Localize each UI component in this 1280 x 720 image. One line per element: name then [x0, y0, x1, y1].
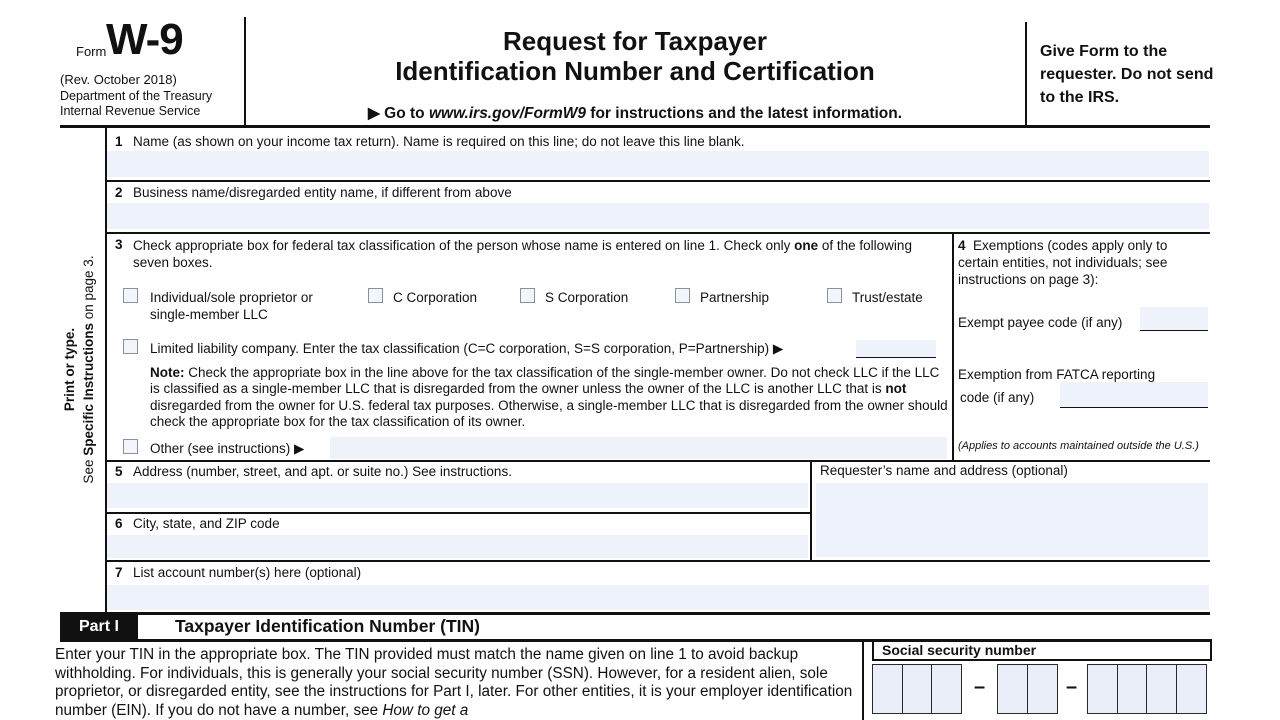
row-divider-3-5: [105, 460, 1210, 462]
ssn-cell[interactable]: [872, 664, 903, 714]
line7-label: List account number(s) here (optional): [133, 565, 362, 580]
checkbox-other-label: Other (see instructions) ▶: [150, 441, 305, 456]
ssn-group-number: [997, 664, 1058, 714]
form-title-line2: Identification Number and Certification: [395, 56, 875, 86]
ssn-cell[interactable]: [1176, 664, 1207, 714]
arrow-icon: ▶ Go to: [367, 105, 429, 122]
checkbox-trust-estate-label: Trust/estate: [852, 290, 923, 305]
irs-url-link[interactable]: www.irs.gov/FormW9: [428, 105, 586, 122]
fatca-code-input[interactable]: [1060, 382, 1208, 408]
applies-outside-us-note: (Applies to accounts maintained outside the U.S.): [958, 440, 1199, 452]
form-number: W-9: [106, 15, 183, 64]
print-or-type-note: [60, 127, 104, 612]
line3-number: 3: [115, 237, 123, 252]
print-or-type-line: Print or type.: [62, 327, 77, 412]
treasury-label: Department of the Treasury: [60, 89, 213, 103]
name-input[interactable]: [107, 151, 1209, 177]
col-divider-requester: [810, 460, 812, 560]
form-revision: (Rev. October 2018): [60, 72, 177, 87]
ssn-cell[interactable]: [902, 664, 933, 714]
checkbox-partnership-label: Partnership: [700, 290, 770, 305]
part1-col-divider: [862, 641, 864, 720]
ssn-cell[interactable]: [1087, 664, 1118, 714]
checkbox-c-corporation[interactable]: [368, 288, 383, 303]
line4-label: 4 Exemptions (codes apply only to certain entities, not individuals; see instructions on page 3):: [958, 238, 1168, 287]
line5-number: 5: [115, 464, 123, 479]
part1-badge: Part I: [60, 614, 138, 639]
ssn-label-box: [872, 639, 1212, 661]
account-numbers-input[interactable]: [107, 585, 1209, 610]
ssn-group-serial: [1087, 664, 1207, 714]
specific-instructions-line: See Specific Instructions on page 3.: [81, 255, 96, 484]
row-divider-2-3: [105, 232, 1210, 234]
form-word-label: Form: [76, 44, 107, 59]
checkbox-individual[interactable]: [123, 288, 138, 303]
line2-number: 2: [115, 185, 123, 200]
checkbox-s-corporation-label: S Corporation: [545, 290, 629, 305]
row-divider-1-2: [105, 180, 1210, 182]
line7-number: 7: [115, 565, 123, 580]
line1-number: 1: [115, 134, 123, 149]
goto-instruction: ▶ Go to www.irs.gov/FormW9 for instructions and the latest information.: [367, 105, 903, 122]
requester-input[interactable]: [816, 483, 1208, 557]
ssn-cell[interactable]: [1146, 664, 1177, 714]
part1-body: Enter your TIN in the appropriate box. The TIN provided must match the name given on line 1 to avoid backup withholding. For individuals, this is generally your social security number (SSN). However, for a resident alien, sole proprietor, or disregarded entity, see the instructions for Part I, later. For other entities, it is your employer identification number (EIN). If you do not have a number, see How to get a: [55, 646, 853, 719]
line3-note: Note: Check the appropriate box in the line above for the tax classification of the single-member owner. Do not check LLC if the LLC is classified as a single-member LLC that is disregarded from the owner unless the owner of the LLC is another LLC that is not disregarded from the owner for U.S. federal tax purposes. Otherwise, a single-member LLC that is disregarded from the owner should check the appropriate box for the tax classification of its owner.: [150, 365, 948, 430]
col-divider-3-4: [952, 232, 954, 460]
checkbox-other[interactable]: [123, 439, 138, 454]
line2-label: Business name/disregarded entity name, if different from above: [133, 185, 512, 200]
llc-classification-input[interactable]: [856, 340, 936, 358]
fatca-label-line2: code (if any): [960, 390, 1035, 405]
business-name-input[interactable]: [107, 203, 1209, 229]
row-divider-5-6: [105, 512, 810, 514]
checkbox-individual-label: Individual/sole proprietor or single-member LLC: [150, 290, 313, 322]
form-title-line1: Request for Taxpayer: [503, 26, 767, 56]
ssn-cell[interactable]: [1027, 664, 1058, 714]
checkbox-partnership[interactable]: [675, 288, 690, 303]
checkbox-llc[interactable]: [123, 339, 138, 354]
header-divider-right: [1025, 22, 1027, 125]
part1-heading: Taxpayer Identification Number (TIN): [175, 616, 480, 636]
ssn-group-area: [872, 664, 962, 714]
checkbox-trust-estate[interactable]: [827, 288, 842, 303]
header-bottom-rule: [60, 125, 1210, 128]
ssn-cell[interactable]: [997, 664, 1028, 714]
requester-label: Requester’s name and address (optional): [820, 463, 1068, 478]
line1-label: Name (as shown on your income tax return). Name is required on this line; do not leave this line blank.: [133, 134, 745, 149]
ssn-dash: –: [1066, 676, 1078, 698]
ssn-cell[interactable]: [1117, 664, 1148, 714]
fatca-label-line1: Exemption from FATCA reporting: [958, 367, 1156, 382]
ssn-dash: –: [974, 676, 986, 698]
irs-label: Internal Revenue Service: [60, 104, 201, 118]
give-form-note: Give Form to the requester. Do not send to the IRS.: [1040, 43, 1214, 106]
ssn-label: Social security number: [882, 642, 1037, 658]
other-input[interactable]: [330, 437, 947, 459]
exempt-payee-code-input[interactable]: [1140, 307, 1208, 331]
checkbox-llc-label: Limited liability company. Enter the tax classification (C=C corporation, S=S corporation, P=Partnership) ▶: [150, 341, 784, 356]
city-state-zip-input[interactable]: [107, 535, 808, 558]
exempt-payee-label: Exempt payee code (if any): [958, 315, 1123, 330]
line6-number: 6: [115, 516, 123, 531]
line3-label: Check appropriate box for federal tax classification of the person whose name is entered on line 1. Check only one of the following seven boxes.: [133, 238, 912, 270]
header-divider-left: [244, 17, 246, 125]
line6-label: City, state, and ZIP code: [133, 516, 280, 531]
ssn-cell[interactable]: [931, 664, 962, 714]
checkbox-c-corporation-label: C Corporation: [393, 290, 478, 305]
line5-label: Address (number, street, and apt. or suite no.) See instructions.: [133, 464, 512, 479]
row-divider-6-7: [105, 560, 1210, 562]
part1-top-rule: [60, 612, 1210, 615]
address-input[interactable]: [107, 483, 808, 508]
checkbox-s-corporation[interactable]: [520, 288, 535, 303]
